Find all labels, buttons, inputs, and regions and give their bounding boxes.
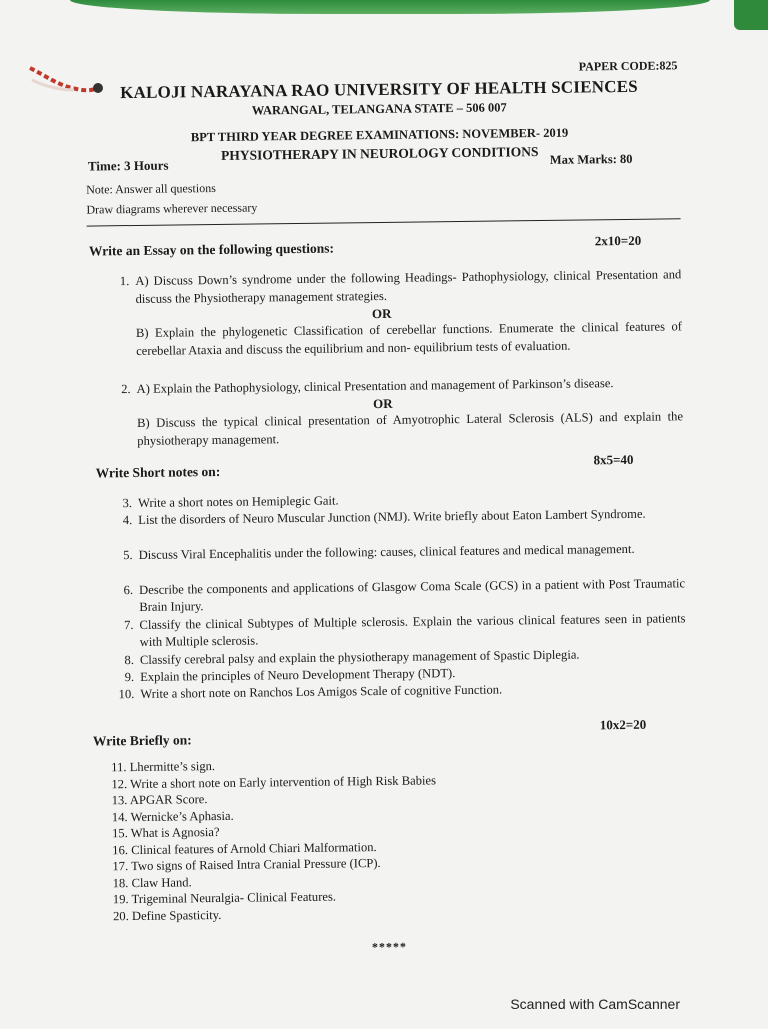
brief-section-marks: 10x2=20: [599, 716, 647, 733]
or-separator: OR: [372, 395, 393, 412]
header-divider: [87, 218, 681, 226]
list-item: 12. Write a short note on Early intervention of High Risk Babies: [111, 772, 437, 791]
time-allowed: Time: 3 Hours: [87, 157, 169, 174]
short-notes-section-marks: 8x5=40: [593, 451, 634, 468]
university-address: WARANGAL, TELANGANA STATE – 506 007: [251, 100, 507, 118]
university-name: KALOJI NARAYANA RAO UNIVERSITY OF HEALTH SCIENCES: [120, 76, 638, 103]
list-item: 8. Classify cerebral palsy and explain the physiotherapy management of Spastic Diplegia.: [124, 647, 580, 668]
list-item: 5. Discuss Viral Encephalitis under the following: causes, clinical features and medical management.: [123, 541, 635, 563]
question-1a: [107, 266, 682, 306]
list-item: 17. Two signs of Raised Intra Cranial Pressure (ICP).: [112, 856, 381, 874]
question-number: 2.: [121, 382, 131, 397]
essay-section-title: Write an Essay on the following questions:: [88, 240, 335, 259]
brief-section-title: Write Briefly on:: [92, 732, 192, 749]
list-item: 13. APGAR Score.: [111, 792, 208, 808]
max-marks: Max Marks: 80: [549, 151, 633, 167]
short-notes-section-title: Write Short notes on:: [95, 463, 221, 481]
note-instruction: Note: Answer all questions: [86, 180, 216, 197]
end-of-paper-stars: *****: [371, 939, 408, 955]
list-item: 4. List the disorders of Neuro Muscular Junction (NMJ). Write briefly about Eaton Lambert Syndrome.: [122, 506, 646, 528]
list-item: 3. Write a short notes on Hemiplegic Gait.: [122, 493, 339, 511]
question-2a: [109, 374, 683, 397]
scanner-watermark: Scanned with CamScanner: [510, 996, 680, 1012]
list-item: 19. Trigeminal Neuralgia- Clinical Features.: [112, 889, 337, 907]
list-item: 18. Claw Hand.: [112, 874, 192, 890]
question-text: B) Explain the phylogenetic Classification of cerebellar functions. Enumerate the clinical features of cerebellar Ataxia and discuss the equilibrium and non- equilibrium tests of evaluation.: [135, 319, 682, 358]
question-text: B) Discuss the typical clinical presentation of Amyotrophic Lateral Sclerosis (ALS) and explain the physiotherapy management.: [136, 409, 684, 448]
subject-title: PHYSIOTHERAPY IN NEUROLOGY CONDITIONS: [220, 144, 539, 163]
list-item: 6. Describe the components and applications of Glasgow Coma Scale (GCS) in a patient with Post Traumatic Brain Injury.: [123, 576, 686, 615]
short-notes-list: [110, 488, 686, 703]
list-item: 10. Write a short note on Ranchos Los Amigos Scale of cognitive Function.: [118, 682, 503, 702]
list-item: 15. What is Agnosia?: [111, 824, 220, 841]
question-text: A) Discuss Down’s syndrome under the following Headings- Pathophysiology, clinical Presentation and discuss the Physiotherapy management strategies.: [135, 267, 682, 306]
paper-code: PAPER CODE:825: [578, 58, 678, 74]
question-text: A) Explain the Pathophysiology, clinical Presentation and management of Parkinson’s disease.: [136, 376, 614, 396]
list-item: 7. Classify the clinical Subtypes of Multiple sclerosis. Explain the various clinical features seen in patients with Multiple sclerosis.: [123, 611, 686, 650]
diagram-instruction: Draw diagrams wherever necessary: [86, 200, 258, 217]
or-separator: OR: [371, 305, 392, 322]
list-item: 16. Clinical features of Arnold Chiari Malformation.: [112, 839, 377, 857]
essay-section-marks: 2x10=20: [594, 232, 642, 249]
list-item: 20. Define Spasticity.: [112, 907, 222, 923]
list-item: 14. Wernicke’s Aphasia.: [111, 808, 234, 824]
list-item: 9. Explain the principles of Neuro Development Therapy (NDT).: [124, 666, 456, 685]
exam-title: BPT THIRD YEAR DEGREE EXAMINATIONS: NOVEMBER- 2019: [190, 125, 569, 145]
brief-list: [111, 752, 673, 924]
question-number: 1.: [119, 274, 130, 289]
list-item: 11. Lhermitte’s sign.: [111, 759, 216, 775]
